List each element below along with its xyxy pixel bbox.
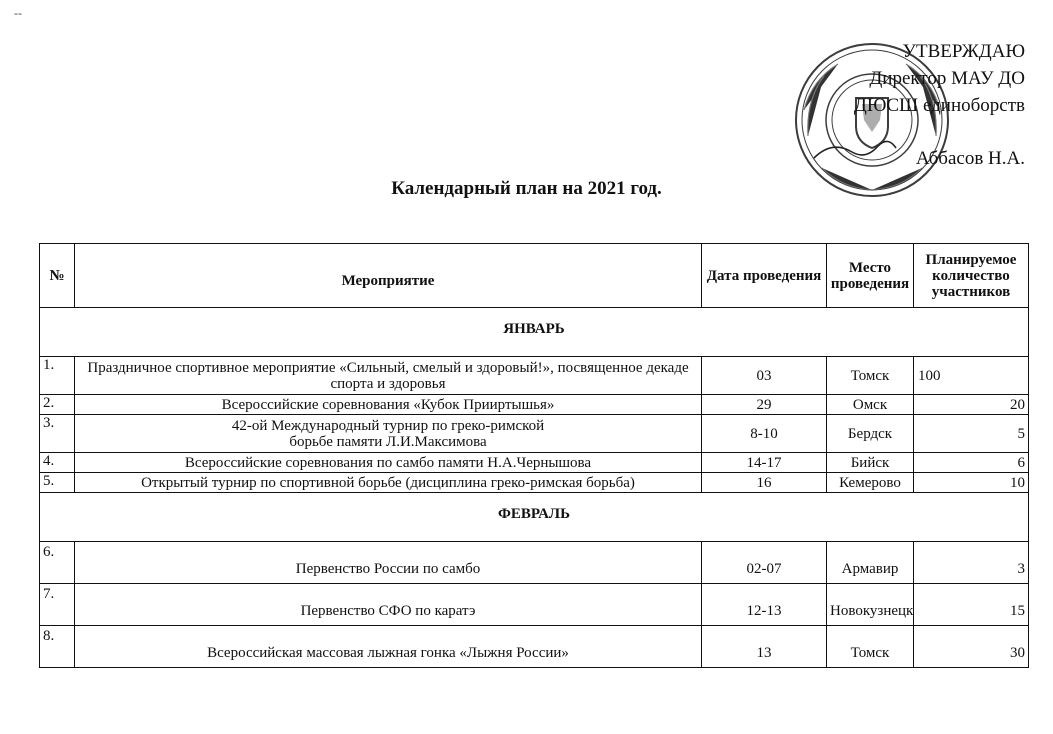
row-count: 15 — [914, 584, 1029, 626]
row-event: Открытый турнир по спортивной борьбе (дисциплина греко-римская борьба) — [75, 473, 702, 493]
row-place: Новокузнецк — [827, 584, 914, 626]
approval-signatory: Аббасов Н.А. — [915, 148, 1025, 169]
calendar-table — [39, 243, 1029, 668]
row-count: 20 — [914, 395, 1029, 415]
row-date: 16 — [702, 473, 827, 493]
row-number: 3. — [40, 415, 75, 453]
row-number: 7. — [40, 584, 75, 626]
row-count: 100 — [914, 357, 1029, 395]
row-place: Армавир — [827, 542, 914, 584]
row-number: 1. — [40, 357, 75, 395]
row-place: Омск — [827, 395, 914, 415]
row-number: 8. — [40, 626, 75, 668]
approval-organization: ДЮСШ единоборств — [853, 95, 1025, 116]
month-row-february — [40, 493, 1029, 542]
row-place: Бердск — [827, 415, 914, 453]
page-title: Календарный план на 2021 год. — [391, 178, 662, 199]
table-row — [40, 473, 1029, 493]
row-event: Всероссийские соревнования «Кубок Прииртышья» — [75, 395, 702, 415]
table-row — [40, 453, 1029, 473]
row-count: 3 — [914, 542, 1029, 584]
row-date: 13 — [702, 626, 827, 668]
row-place: Кемерово — [827, 473, 914, 493]
row-date: 03 — [702, 357, 827, 395]
row-date: 02-07 — [702, 542, 827, 584]
row-count: 10 — [914, 473, 1029, 493]
row-number: 6. — [40, 542, 75, 584]
row-count: 30 — [914, 626, 1029, 668]
row-event: Всероссийская массовая лыжная гонка «Лыжня России» — [75, 626, 702, 668]
approval-position: Директор МАУ ДО — [869, 68, 1025, 89]
header-count: Планируемое количество участников — [914, 244, 1029, 308]
row-date: 12-13 — [702, 584, 827, 626]
row-date: 8-10 — [702, 415, 827, 453]
row-date: 14-17 — [702, 453, 827, 473]
signature-gap — [854, 119, 1025, 145]
table-header-row — [40, 244, 1029, 308]
month-label: ЯНВАРЬ — [40, 308, 1029, 357]
row-number: 5. — [40, 473, 75, 493]
row-count: 6 — [914, 453, 1029, 473]
row-event: Первенство России по самбо — [75, 542, 702, 584]
row-event: Праздничное спортивное мероприятие «Сильный, смелый и здоровый!», посвященное декаде спорта и здоровья — [75, 357, 702, 395]
row-number: 2. — [40, 395, 75, 415]
row-place: Томск — [827, 357, 914, 395]
row-event: Всероссийские соревнования по самбо памяти Н.А.Чернышова — [75, 453, 702, 473]
row-date: 29 — [702, 395, 827, 415]
row-event: 42-ой Международный турнир по греко-римской борьбе памяти Л.И.Максимова — [75, 415, 702, 453]
table-row — [40, 415, 1029, 453]
approval-title: УТВЕРЖДАЮ — [902, 41, 1025, 62]
header-no: № — [40, 244, 75, 308]
row-count: 5 — [914, 415, 1029, 453]
header-date: Дата проведения — [702, 244, 827, 308]
approval-block — [854, 38, 1025, 172]
table-row — [40, 626, 1029, 668]
row-place: Бийск — [827, 453, 914, 473]
table-row — [40, 357, 1029, 395]
corner-mark: -- — [14, 6, 22, 20]
table-row — [40, 542, 1029, 584]
month-label: ФЕВРАЛЬ — [40, 493, 1029, 542]
table-row — [40, 395, 1029, 415]
header-event: Мероприятие — [75, 244, 702, 308]
header-place: Место проведения — [827, 244, 914, 308]
row-event: Первенство СФО по каратэ — [75, 584, 702, 626]
month-row-january — [40, 308, 1029, 357]
table-row — [40, 584, 1029, 626]
row-place: Томск — [827, 626, 914, 668]
row-number: 4. — [40, 453, 75, 473]
